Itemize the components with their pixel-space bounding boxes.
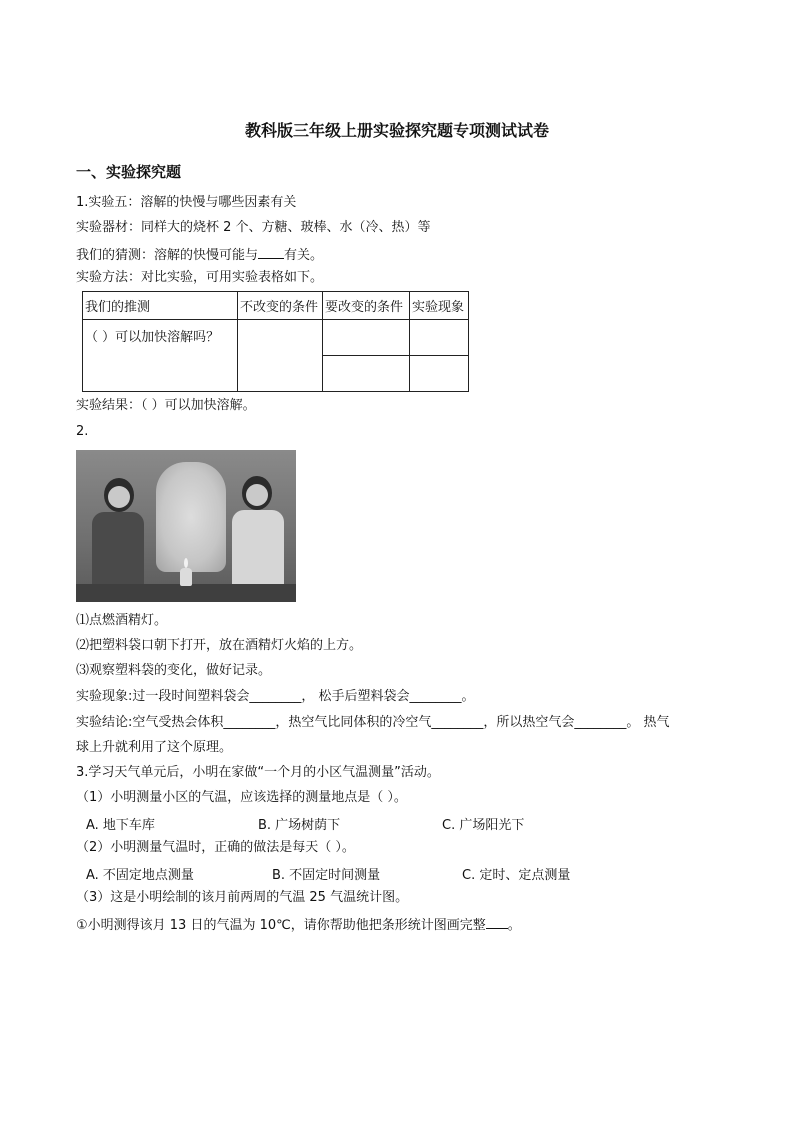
q3-sub1: （1）小明测量小区的气温，应该选择的测量地点是（ ）。 — [76, 790, 407, 805]
q3-sub2: （2）小明测量气温时，正确的做法是每天（ ）。 — [76, 840, 355, 855]
q3-sub3-1-end: 。 — [507, 918, 521, 933]
q1-hypothesis — [76, 244, 323, 265]
q1-materials: 实验器材：同样大的烧杯 2 个、方糖、玻棒、水（冷、热）等 — [76, 220, 431, 235]
table-header-hypothesis: 我们的推测 — [83, 292, 238, 320]
q2-step-3: ⑶观察塑料袋的变化，做好记录。 — [76, 663, 272, 678]
desk-shape — [76, 584, 296, 602]
q1-title: 1.实验五：溶解的快慢与哪些因素有关 — [76, 195, 297, 210]
table-header-constant: 不改变的条件 — [238, 292, 323, 320]
table-header-variable: 要改变的条件 — [323, 292, 410, 320]
q3-sub3-1-text: ①小明测得该月 13 日的气温为 10℃，请你帮助他把条形统计图画完整 — [76, 918, 486, 933]
q2-phenomenon: 实验现象:过一段时间塑料袋会________， 松手后塑料袋会________。 — [76, 689, 475, 704]
q3-sub2-option-b[interactable]: B. 不固定时间测量 — [272, 868, 381, 883]
table-cell-variable-2[interactable] — [323, 356, 410, 392]
q2-conclusion: 实验结论:空气受热会体积________，热空气比同体积的冷空气________，所以热空气会________。 热气 — [76, 715, 670, 730]
q1-result: 实验结果：（ ）可以加快溶解。 — [76, 398, 256, 413]
q2-conclusion-cont: 球上升就利用了这个原理。 — [76, 740, 233, 755]
q3-sub1-option-c[interactable]: C. 广场阳光下 — [442, 818, 525, 833]
experiment-table — [82, 291, 469, 392]
table-cell-phenomenon-1[interactable] — [410, 320, 469, 356]
table-header-phenomenon: 实验现象 — [410, 292, 469, 320]
q3-sub1-option-b[interactable]: B. 广场树荫下 — [258, 818, 341, 833]
q2-step-2: ⑵把塑料袋口朝下打开，放在酒精灯火焰的上方。 — [76, 638, 363, 653]
q3-sub2-option-a[interactable]: A. 不固定地点测量 — [86, 868, 194, 883]
section-heading: 一、实验探究题 — [76, 163, 182, 181]
q2-number: 2. — [76, 424, 89, 439]
alcohol-lamp-shape — [180, 568, 192, 586]
q1-hypothesis-end: 有关。 — [284, 248, 324, 263]
q1-method: 实验方法：对比实验，可用实验表格如下。 — [76, 270, 324, 285]
plastic-bag-shape — [156, 462, 226, 572]
q3-sub2-option-c[interactable]: C. 定时、定点测量 — [462, 868, 571, 883]
table-cell-hypothesis: （ ）可以加快溶解吗？ — [83, 320, 238, 392]
table-cell-constant[interactable] — [238, 320, 323, 392]
table-cell-variable-1[interactable] — [323, 320, 410, 356]
q3-sub3: （3）这是小明绘制的该月前两周的气温 25 气温统计图。 — [76, 890, 409, 905]
q2-step-1: ⑴点燃酒精灯。 — [76, 613, 168, 628]
flame-shape — [184, 558, 188, 568]
table-cell-phenomenon-2[interactable] — [410, 356, 469, 392]
q1-hypothesis-blank[interactable] — [258, 244, 284, 259]
q3-sub1-option-a[interactable]: A. 地下车库 — [86, 818, 155, 833]
page-title: 教科版三年级上册实验探究题专项测试试卷 — [244, 121, 549, 140]
experiment-photo — [76, 450, 296, 602]
q3-sub3-1-blank[interactable] — [486, 914, 508, 929]
q3-sub3-1 — [76, 914, 521, 935]
q3-intro: 3.学习天气单元后，小明在家做“一个月的小区气温测量”活动。 — [76, 765, 440, 780]
q1-hypothesis-text: 我们的猜测：溶解的快慢可能与 — [76, 248, 259, 263]
